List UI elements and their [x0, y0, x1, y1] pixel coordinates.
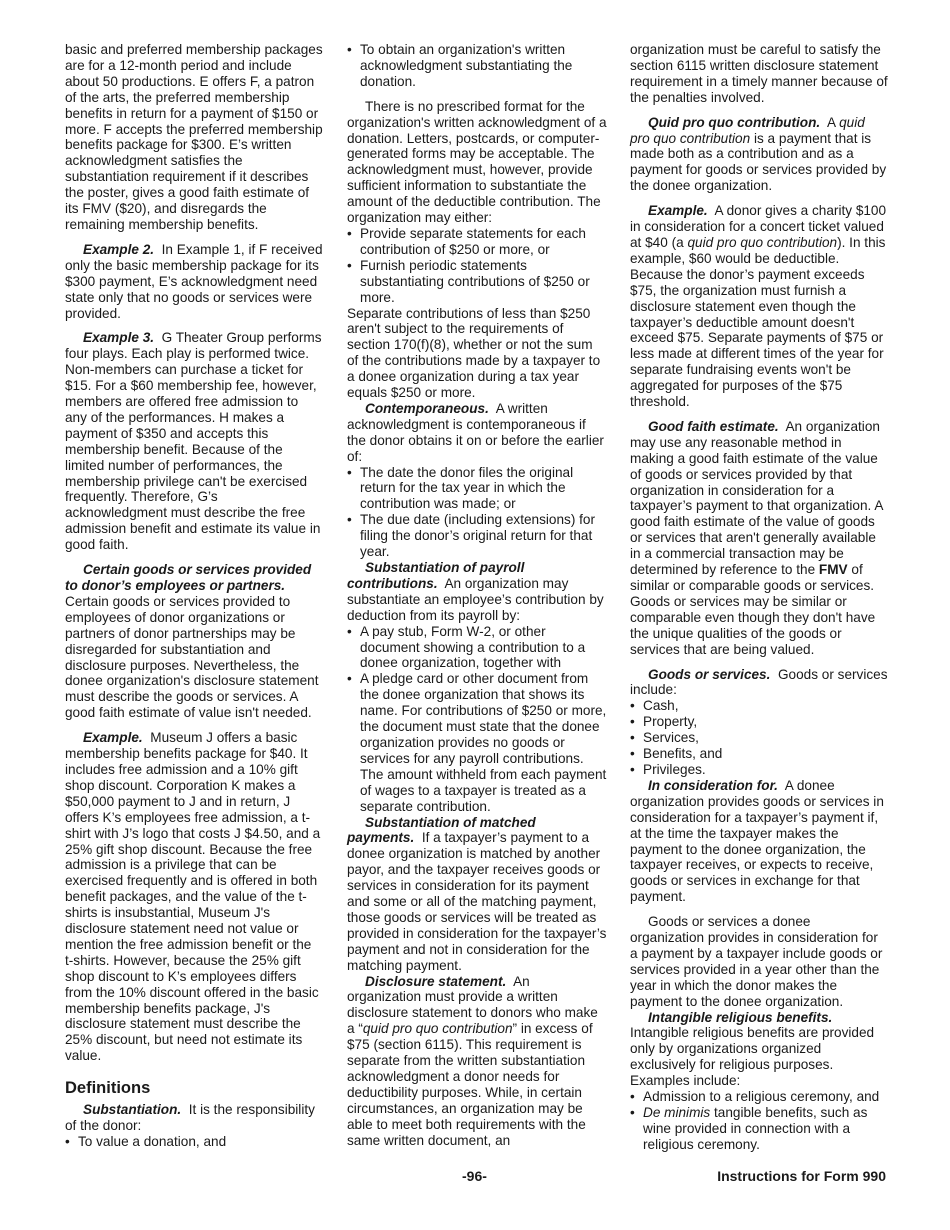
de-minimis-text: tangible benefits, such as wine provided in connection with a religious ceremony. [643, 1105, 868, 1152]
bullet-periodic-statements: • Furnish periodic statements substantiating contributions of $250 or more. [347, 258, 607, 306]
substantiation-heading: Substantiation. [83, 1102, 182, 1118]
museum-example-text: Museum J offers a basic membership benefits package for $40. It includes free admission and a 10% gift shop discount. Corporation K makes a $50,000 payment to J and in return, J offers K’s employees free admission, a t-shirt with J’s logo that costs J $4.50, and a 25% gift shop discount. Because the free admission is a privilege that can be exercised frequently and is offered in both benefit packages, and the value of the t-shirts is insubstantial, Museum J's disclosure statement need not value or mention the free admission benefit or the t-shirts. However, because the 25% gift shop discount to K’s employees differs from the 10% discount offered in the basic membership benefits package, J's disclosure statement must describe the 25% discount, but need not estimate its value. [65, 730, 321, 1064]
good-faith-a: An organization may use any reasonable method in making a good faith estimate of the value of goods or services provided by that organization in consideration for a taxpayer’s payment to that organization. A good faith estimate of the value of goods or services that aren't generally available in a commercial transaction may be determined by reference to the [630, 418, 883, 578]
definitions-heading: Definitions [65, 1079, 151, 1098]
paragraph-certain-goods [65, 562, 323, 721]
paragraph-museum-example [65, 730, 323, 1064]
disclosure-text-b: ” in excess of $75 (section 6115). This requirement is separate from the written substantiation acknowledgment a donor needs for deductibility purposes. While, in certain circumstances, an organization may be able to meet both requirements with the same written document, an [347, 1021, 593, 1148]
matched-text: If a taxpayer’s payment to a donee organization is matched by another payor, and the taxpayer receives goods or services in consideration for its payment and some or all of the matching payment, those goods or services will be treated as provided in consideration for the taxpayer’s payment and not in consideration for the matching payment. [347, 830, 607, 973]
quid-pro-quo-heading: Quid pro quo contribution. [648, 114, 821, 130]
concert-example-heading: Example. [648, 203, 708, 219]
bullet-due-date: • The due date (including extensions) for filing the donor’s original return for that year. [347, 512, 607, 560]
good-faith-heading: Good faith estimate. [648, 418, 779, 434]
substantiation-text: It is the responsibility of the donor: [65, 1102, 315, 1134]
disclosure-italic: quid pro quo contribution [362, 1021, 513, 1037]
quid-pro-quo-b: is a payment that is made both as a contribution and as a payment for goods or services provided by the donee organization. [630, 130, 887, 194]
de-minimis-italic: De minimis [643, 1105, 711, 1120]
quid-pro-quo-a: A [826, 114, 836, 130]
bullet-pledge-card: • A pledge card or other document from the donee organization that shows its name. For contributions of $250 or more, the document must state that the donee organization provides no goods or services for any payroll contributions. The amount withheld from each payment of wages to a taxpayer is treated as a separate contribution. [347, 671, 607, 814]
payroll-text: An organization may substantiate an employee’s contribution by deduction from its payroll by: [347, 575, 604, 623]
certain-goods-text: Certain goods or services provided to employees of donor organizations or partners of donor partnerships may be disregarded for substantiation and disclosure purposes. Nevertheless, the donee organization's disclosure statement must describe the goods or services. A good faith estimate of value isn't needed. [65, 593, 319, 721]
paragraph-separate-contributions: Separate contributions of less than $250 aren't subject to the requirements of section 170(f)(8), whether or not the sum of the contributions made by a taxpayer to a donee organization during a tax year equals $250 or more. [347, 305, 601, 401]
paragraph-example-3 [65, 330, 323, 553]
example-2-text: In Example 1, if F received only the basic membership package for its $300 payment, E’s acknowledgment need state only that no goods or services were provided. [65, 241, 323, 321]
good-faith-fmv: FMV [818, 562, 848, 578]
form-reference: Instructions for Form 990 [717, 1168, 886, 1184]
concert-example-a: A donor gives a charity $100 in consideration for a concert ticket valued at $40 (a [630, 203, 887, 250]
paragraph-membership-packages: basic and preferred membership packages are for a 12-month period and include about 50 productions. E offers F, a patron of the arts, the preferred membership benefits in return for a payment of $150 or more. F accepts the preferred membership benefits package for $300. E’s written acknowledgment satisfies the substantiation requirement if it describes the poster, gives a good faith estimate of its FMV ($20), and disregards the remaining membership benefits. [65, 42, 323, 232]
bullet-admission: • Admission to a religious ceremony, and [630, 1089, 888, 1105]
quid-pro-quo-italic: quid pro quo contribution [630, 114, 865, 146]
paragraph-organization-careful: organization must be careful to satisfy the section 6115 written disclosure statement requirement in a timely manner because of the penalties involved. [630, 42, 888, 105]
paragraph-religious-benefits: Intangible religious benefits are provided only by organizations organized exclusively for religious purposes. Examples include: [630, 1025, 875, 1089]
matched-heading: Substantiation of matched payments. [347, 814, 536, 846]
contemporaneous-text: A written acknowledgment is contemporaneous if the donor obtains it on or before the earlier of: [347, 400, 604, 464]
disclosure-heading: Disclosure statement. [365, 973, 507, 989]
list-item: • Privileges. [630, 762, 888, 778]
column-1 [65, 42, 323, 1150]
bullet-date-files: • The date the donor files the original return for the tax year in which the contribution was made; or [347, 465, 607, 513]
disclosure-text-a: An organization must provide a written disclosure statement to donors who make a “ [347, 973, 598, 1037]
paragraph-payroll [347, 560, 607, 624]
paragraph-quid-pro-quo [630, 115, 888, 195]
good-faith-b: of similar or comparable goods or services. Goods or services may be similar or comparable even though they don't have the unique qualities of the goods or services that are being valued. [630, 562, 876, 657]
paragraph-in-consideration [630, 778, 888, 905]
bullet-separate-statements: • Provide separate statements for each contribution of $250 or more, or [347, 226, 607, 258]
goods-services-heading: Goods or services. [648, 666, 771, 682]
bullet-pay-stub: • A pay stub, Form W-2, or other document showing a contribution to a donee organization, together with [347, 624, 607, 672]
example-2-heading: Example 2. [83, 241, 155, 257]
in-consideration-text: A donee organization provides goods or services in consideration for a taxpayer’s payment if, at the time the taxpayer makes the payment to the donee organization, the taxpayer receives, or expects to receive, goods or services in exchange for that payment. [630, 777, 884, 905]
paragraph-good-faith [630, 419, 888, 658]
example-3-text: G Theater Group performs four plays. Each play is performed twice. Non-members can purchase a ticket for $15. For a $60 membership fee, however, members are offered free admission to any of the performances. H makes a payment of $350 and accepts this membership benefit. Because of the limited number of performances, the membership privilege can't be exercised frequently. Therefore, G’s acknowledgment must describe the free admission benefit and estimate its value in good faith. [65, 330, 322, 553]
bullet-obtain-acknowledgment: • To obtain an organization's written acknowledgment substantiating the donation. [347, 42, 607, 90]
certain-goods-heading: Certain goods or services provided to donor’s employees or partners. [65, 562, 312, 593]
paragraph-matched-payments [347, 815, 607, 974]
list-item: • Services, [630, 730, 888, 746]
paragraph-concert-example [630, 203, 888, 410]
paragraph-goods-services [630, 667, 888, 699]
paragraph-religious-heading-line [630, 1010, 888, 1026]
column-3 [630, 42, 888, 1153]
payroll-heading: Substantiation of payroll contributions. [347, 560, 525, 591]
paragraph-example-2 [65, 242, 323, 322]
list-item: • Benefits, and [630, 746, 888, 762]
religious-benefits-heading: Intangible religious benefits. [648, 1009, 833, 1025]
paragraph-disclosure [347, 974, 607, 1149]
list-item: • Cash, [630, 698, 888, 714]
in-consideration-heading: In consideration for. [648, 777, 778, 793]
paragraph-no-prescribed-format: There is no prescribed format for the organization's written acknowledgment of a donation. Letters, postcards, or computer-generated forms may be acceptable. The acknowledgment must, however, provide sufficient information to substantiate the amount of the deductible contribution. The organization may either: [347, 98, 607, 226]
concert-example-b: ). In this example, $60 would be deductible. Because the donor’s payment exceeds $75, the organization must furnish a disclosure statement even though the taxpayer’s deductible amount doesn't exceed $75. Separate payments of $75 or less made at different times of the year for separate fundraising events won't be aggregated for purposes of the $75 threshold. [630, 234, 886, 410]
bullet-de-minimis [630, 1105, 888, 1153]
contemporaneous-heading: Contemporaneous. [365, 400, 489, 416]
paragraph-substantiation [65, 1102, 323, 1134]
concert-example-italic: quid pro quo contribution [687, 234, 838, 250]
example-3-heading: Example 3. [83, 330, 155, 346]
paragraph-goods-services-year: Goods or services a donee organization provides in consideration for a payment by a taxpayer include goods or services provided in a year other than the year in which the donor makes the payment to the donee organization. [630, 914, 883, 1009]
page-number: -96- [462, 1168, 487, 1184]
column-2 [347, 42, 607, 1149]
goods-services-text: Goods or services include: [630, 666, 888, 698]
list-item: • Property, [630, 714, 888, 730]
bullet-value-donation: • To value a donation, and [65, 1134, 323, 1150]
museum-example-heading: Example. [83, 730, 143, 746]
paragraph-contemporaneous [347, 401, 607, 465]
